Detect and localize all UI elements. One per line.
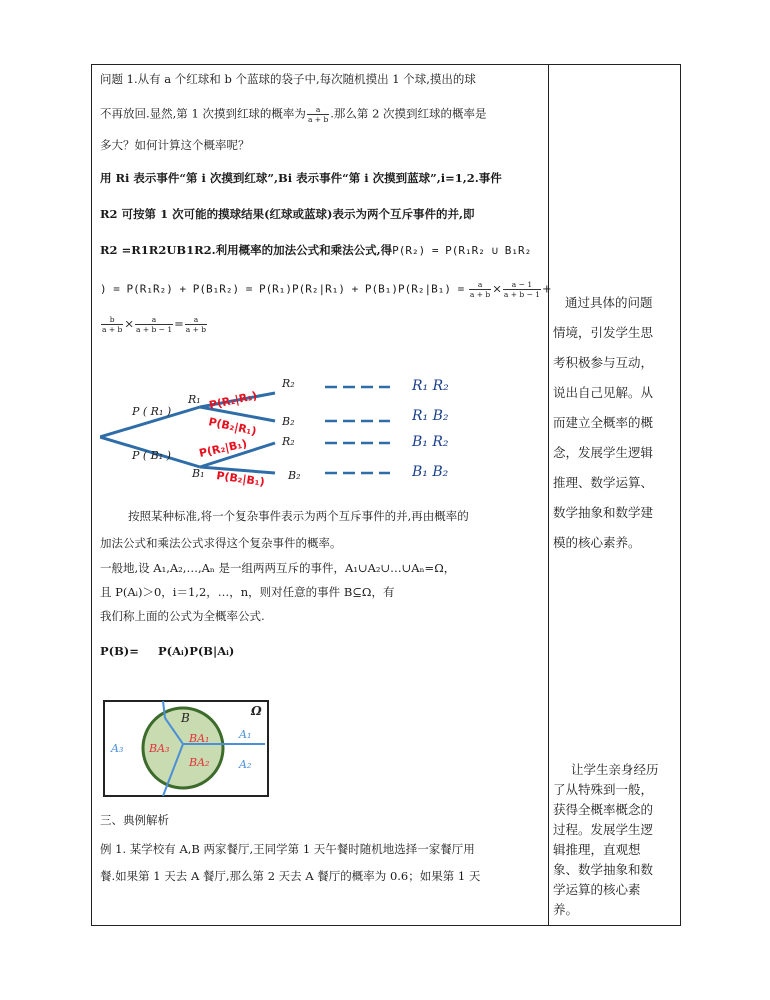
- side-note-line: 数学抽象和数学建: [553, 505, 654, 520]
- formula-rhs: P(Aᵢ)P(B|Aᵢ): [158, 644, 235, 658]
- side-note-line: 了从特殊到一般，: [553, 782, 654, 797]
- explain-line-4: [100, 280, 552, 299]
- side-note-line: 情境，引发学生思: [553, 325, 654, 340]
- problem-line-3: 多大？如何计算这个概率呢？: [100, 138, 250, 152]
- fraction-a-over-ab: $\frac{a}{a + b}$: [469, 280, 491, 299]
- outcome-label: B₁ R₂: [412, 434, 449, 450]
- venn-partition-diagram: [103, 700, 269, 797]
- branch-prob-label: P(B₂|B₁): [215, 469, 266, 489]
- probability-tree-diagram: [100, 375, 480, 495]
- ba2-label: BA₂: [189, 756, 210, 769]
- fraction-a-over-ab: $\frac{a}{a + b}$: [307, 105, 329, 124]
- outcome-label: R₁ R₂: [412, 378, 449, 394]
- problem-line-2-text: 不再放回.显然,第 1 次摸到红球的概率为: [100, 106, 306, 121]
- fraction-a1-over-ab1: $\frac{a - 1}{a + b - 1}$: [503, 280, 541, 299]
- side-note-line: 辑推理，直观想: [553, 842, 641, 857]
- side-note-line: 养。: [553, 902, 579, 917]
- side-note-line: 念，发展学生逻辑: [553, 445, 654, 460]
- side-note-line: 过程。发展学生逻: [553, 822, 654, 837]
- root-label: P ( B₁ ): [132, 449, 171, 462]
- side-note-2: [553, 760, 675, 920]
- example-line-1: 例 1. 某学校有 A,B 两家餐厅,王同学第 1 天午餐时随机地选择一家餐厅用: [100, 842, 475, 856]
- fraction-a-over-ab: $\frac{a}{a + b}$: [185, 315, 207, 334]
- problem-line-1: 问题 1.从有 a 个红球和 b 个蓝球的袋子中,每次随机摸出 1 个球,摸出的球: [100, 72, 476, 86]
- formula-lhs: P(B)=: [100, 644, 139, 658]
- leaf-label: R₂: [282, 435, 295, 448]
- explain-line-2: R2 可按第 1 次可能的摸球结果(红球或蓝球)表示为两个互斥事件的并,即: [100, 207, 475, 221]
- explain-line-5: [100, 315, 208, 334]
- branch-prob-label: P(R₂|R₁): [207, 389, 259, 412]
- section-title: 三、典例解析: [100, 813, 169, 827]
- example-line-2: 餐.如果第 1 天去 A 餐厅,那么第 2 天去 A 餐厅的概率为 0.6；如果第 1 天: [100, 869, 481, 883]
- general-para-1: 按照某种标准,将一个复杂事件表示为两个互斥事件的并,再由概率的: [128, 509, 469, 523]
- leaf-label: R₂: [282, 377, 295, 390]
- a1-label: A₁: [239, 728, 252, 741]
- fraction-a-over-ab1: $\frac{a}{a + b - 1}$: [135, 315, 173, 334]
- plus-sign: +: [542, 281, 552, 296]
- side-note-line: 而建立全概率的概: [553, 415, 654, 430]
- outcome-label: R₁ B₂: [412, 408, 449, 424]
- side-note-line: 获得全概率概念的: [553, 802, 654, 817]
- explain-line-3: [100, 242, 531, 258]
- fraction-b-over-ab: $\frac{b}{a + b}$: [102, 315, 123, 334]
- times-sign: ×: [492, 281, 502, 296]
- branch-prob-label: P(B₂|R₁): [207, 415, 258, 439]
- column-divider: [548, 64, 549, 925]
- explain-line-3-text: R2 =R1R2UB1R2.利用概率的加法公式和乘法公式,得: [100, 243, 393, 257]
- b-label: B: [181, 711, 190, 725]
- node-label: R₁: [188, 393, 201, 406]
- side-note-line: 推理、数学运算、: [553, 475, 654, 490]
- problem-line-2: [100, 105, 487, 124]
- general-para-2: 加法公式和乘法公式求得这个复杂事件的概率。: [100, 536, 342, 550]
- outcome-label: B₁ B₂: [412, 464, 449, 480]
- ba3-label: BA₃: [149, 742, 170, 755]
- side-note-line: 说出自己见解。从: [553, 385, 654, 400]
- equals-sign: =: [174, 316, 184, 331]
- omega-label: Ω: [251, 704, 262, 718]
- ba1-label: BA₁: [189, 732, 210, 745]
- a2-label: A₂: [239, 758, 252, 771]
- side-note-1: [553, 288, 675, 558]
- root-label: P ( R₁ ): [132, 405, 172, 418]
- problem-line-2-end: .那么第 2 次摸到红球的概率是: [330, 106, 487, 121]
- explain-line-1: 用 Ri 表示事件“第 i 次摸到红球”,Bi 表示事件“第 i 次摸到蓝球”,i=1,2.事件: [100, 171, 502, 185]
- side-note-line: 象、数学抽象和数: [553, 862, 654, 877]
- formula-expansion: ) = P(R₁R₂) + P(B₁R₂) = P(R₁)P(R₂|R₁) + P(B₁)P(R₂|B₁) =: [100, 282, 465, 296]
- side-note-line: 通过具体的问题: [565, 295, 653, 310]
- side-note-line: 让学生亲身经历: [571, 762, 659, 777]
- times-sign: ×: [124, 316, 134, 331]
- a3-label: A₃: [111, 742, 124, 755]
- leaf-label: B₂: [288, 469, 301, 482]
- side-note-line: 学运算的核心素: [553, 882, 641, 897]
- general-para-3: 一般地,设 A₁,A₂,…,Aₙ 是一组两两互斥的事件，A₁∪A₂∪…∪Aₙ=Ω，: [100, 561, 456, 575]
- branch-prob-label: P(R₂|B₁): [197, 437, 249, 460]
- side-note-line: 模的核心素养。: [553, 535, 641, 550]
- leaf-label: B₂: [282, 415, 295, 428]
- general-para-4: 且 P(Aᵢ)＞0，i＝1,2，…，n，则对任意的事件 B⊆Ω，有: [100, 585, 395, 599]
- node-label: B₁: [192, 467, 205, 480]
- general-para-5: 我们称上面的公式为全概率公式.: [100, 609, 265, 623]
- side-note-line: 考积极参与互动，: [553, 355, 654, 370]
- formula-pr2: P(R₂) = P(R₁R₂ ∪ B₁R₂: [392, 244, 532, 257]
